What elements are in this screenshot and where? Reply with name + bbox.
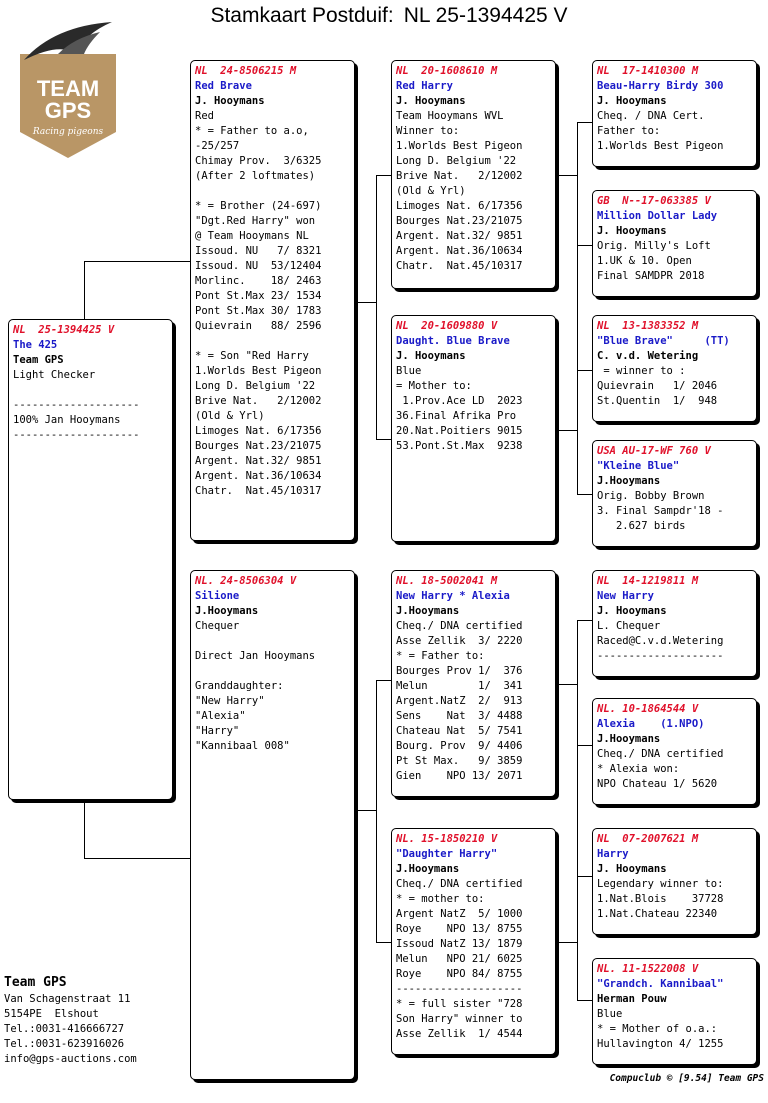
info-line: * = Brother (24-697) xyxy=(195,200,322,212)
ring-number: NL. 15-1850210 V xyxy=(396,833,498,845)
ring-number: GB N--17-063385 V xyxy=(597,195,711,207)
info-line: Cheq./ DNA certified xyxy=(597,748,724,760)
info-line: Roye NPO 13/ 8755 xyxy=(396,923,523,935)
svg-text:GPS: GPS xyxy=(44,98,92,123)
connector xyxy=(84,261,85,319)
card-mm-sire xyxy=(592,828,757,935)
card-mf-dam xyxy=(592,698,757,805)
ring-number: NL. 24-8506304 V xyxy=(195,575,297,587)
info-line: "Kannibaal 008" xyxy=(195,740,290,752)
contact-block xyxy=(4,974,137,1067)
info-line: Issoud. NU 53/12404 xyxy=(195,260,322,272)
info-line: Issoud. NU 7/ 8321 xyxy=(195,245,322,257)
info-line: 1.Worlds Best Pigeon xyxy=(195,365,322,377)
ring-number: NL 13-1383352 M xyxy=(597,320,699,332)
owner-name: J. Hooymans xyxy=(597,225,667,237)
owner-name: J. Hooymans xyxy=(396,95,466,107)
pigeon-name: "Blue Brave" (TT) xyxy=(597,335,730,347)
connector xyxy=(376,680,377,942)
info-line: Team Hooymans WVL xyxy=(396,110,504,122)
title-ring: NL 25-1394425 V xyxy=(403,4,568,27)
card-father xyxy=(190,60,355,541)
card-fm-dam xyxy=(592,440,757,547)
info-line: Issoud NatZ 13/ 1879 xyxy=(396,938,523,950)
info-line: -------------------- xyxy=(13,399,140,411)
card-ff-dam xyxy=(592,190,757,297)
owner-name: J.Hooymans xyxy=(195,605,259,617)
connector xyxy=(84,858,192,859)
info-line: Light Checker xyxy=(13,369,96,381)
info-line: 20.Nat.Poitiers 9015 xyxy=(396,425,523,437)
svg-text:TEAM: TEAM xyxy=(36,76,100,101)
info-line: 3. Final Sampdr'18 - xyxy=(597,505,724,517)
info-line: Winner to: xyxy=(396,125,460,137)
info-line: 1.Worlds Best Pigeon xyxy=(597,140,724,152)
info-line: Red xyxy=(195,110,214,122)
info-line: -------------------- xyxy=(396,983,523,995)
connector xyxy=(577,122,593,123)
team-gps-logo xyxy=(14,20,122,160)
info-line: Quievrain 88/ 2596 xyxy=(195,320,322,332)
info-line: * = Father to a.o, xyxy=(195,125,309,137)
info-line: = Mother to: xyxy=(396,380,472,392)
info-line: Melun NPO 21/ 6025 xyxy=(396,953,523,965)
owner-name: J. Hooymans xyxy=(195,95,265,107)
info-line: St.Quentin 1/ 948 xyxy=(597,395,718,407)
info-line: Legendary winner to: xyxy=(597,878,724,890)
info-line: Final SAMDPR 2018 xyxy=(597,270,705,282)
info-line: Argent. Nat.36/10634 xyxy=(195,470,322,482)
connector xyxy=(577,1000,593,1001)
ring-number: NL. 11-1522008 V xyxy=(597,963,699,975)
info-line: 1.UK & 10. Open xyxy=(597,255,692,267)
info-line: 1.Nat.Chateau 22340 xyxy=(597,908,718,920)
connector xyxy=(376,175,377,439)
connector xyxy=(556,942,578,943)
info-line: -------------------- xyxy=(13,429,140,441)
owner-name: Herman Pouw xyxy=(597,993,667,1005)
info-line: Hullavington 4/ 1255 xyxy=(597,1038,724,1050)
card-mm-dam xyxy=(592,958,757,1065)
info-line: Bourges Prov 1/ 376 xyxy=(396,665,523,677)
info-line: Limoges Nat. 6/17356 xyxy=(195,425,322,437)
ring-number: NL 14-1219811 M xyxy=(597,575,699,587)
info-line: Direct Jan Hooymans xyxy=(195,650,316,662)
pigeon-name: Red Harry xyxy=(396,80,453,92)
info-line: 53.Pont.St.Max 9238 xyxy=(396,440,523,452)
ring-number: NL 20-1609880 V xyxy=(396,320,498,332)
owner-name: J.Hooymans xyxy=(396,863,460,875)
connector xyxy=(577,494,593,495)
footer-credit: Compuclub © [9.54] Team GPS xyxy=(609,1073,764,1084)
contact-title: Team GPS xyxy=(4,975,67,990)
pigeon-name: The 425 xyxy=(13,339,58,351)
info-line: Sens Nat 3/ 4488 xyxy=(396,710,523,722)
info-line: @ Team Hooymans NL xyxy=(195,230,309,242)
info-line: 100% Jan Hooymans xyxy=(13,414,121,426)
pigeon-name: Red Brave xyxy=(195,80,252,92)
ring-number: USA AU-17-WF 760 V xyxy=(597,445,711,457)
info-line: -------------------- xyxy=(597,650,724,662)
ring-number: NL. 10-1864544 V xyxy=(597,703,699,715)
card-mother xyxy=(190,570,355,1080)
info-line xyxy=(195,334,350,349)
title-label: Stamkaart Postduif: xyxy=(210,4,394,27)
info-line xyxy=(195,184,350,199)
owner-name: J. Hooymans xyxy=(597,605,667,617)
info-line: Quievrain 1/ 2046 xyxy=(597,380,718,392)
connector xyxy=(577,745,593,746)
info-line: * = Son "Red Harry xyxy=(195,350,309,362)
connector xyxy=(376,439,392,440)
info-line: Raced@C.v.d.Wetering xyxy=(597,635,724,647)
info-line: Cheq. / DNA Cert. xyxy=(597,110,705,122)
info-line: "Alexia" xyxy=(195,710,246,722)
info-line: "Harry" xyxy=(195,725,240,737)
info-line: Orig. Bobby Brown xyxy=(597,490,705,502)
card-mf-sire xyxy=(592,570,757,677)
info-line: Brive Nat. 2/12002 xyxy=(396,170,523,182)
info-line: Chimay Prov. 3/6325 xyxy=(195,155,322,167)
info-line: 1.Worlds Best Pigeon xyxy=(396,140,523,152)
connector xyxy=(577,620,593,621)
connector xyxy=(376,942,392,943)
info-line: * Alexia won: xyxy=(597,763,680,775)
info-line: Bourges Nat.23/21075 xyxy=(396,215,523,227)
card-father-dam xyxy=(391,315,556,542)
contact-line: Tel.:0031-623916026 xyxy=(4,1038,125,1050)
info-line: Blue xyxy=(396,365,422,377)
info-line: * = mother to: xyxy=(396,893,485,905)
owner-name: J. Hooymans xyxy=(396,350,466,362)
info-line: Asse Zellik 3/ 2220 xyxy=(396,635,523,647)
svg-text:Racing pigeons: Racing pigeons xyxy=(32,127,104,137)
pigeon-name: "Grandch. Kannibaal" xyxy=(597,978,724,990)
info-line: Son Harry" winner to xyxy=(396,1013,523,1025)
ring-number: NL 24-8506215 M xyxy=(195,65,297,77)
card-mother-dam xyxy=(391,828,556,1055)
card-fm-sire xyxy=(592,315,757,422)
info-line: Granddaughter: xyxy=(195,680,284,692)
contact-email[interactable]: info@gps-auctions.com xyxy=(4,1053,137,1065)
pigeon-name: "Kleine Blue" xyxy=(597,460,680,472)
info-line xyxy=(195,634,350,649)
info-line: 1.Nat.Blois 37728 xyxy=(597,893,724,905)
connector xyxy=(355,810,377,811)
info-line: * = Father to: xyxy=(396,650,485,662)
info-line: (Old & Yrl) xyxy=(195,410,265,422)
owner-name: J.Hooymans xyxy=(597,733,661,745)
ring-number: NL. 18-5002041 M xyxy=(396,575,498,587)
info-line: Chatr. Nat.45/10317 xyxy=(396,260,523,272)
connector xyxy=(577,122,578,494)
info-line: Long D. Belgium '22 xyxy=(195,380,316,392)
connector xyxy=(556,175,578,176)
pigeon-name: Million Dollar Lady xyxy=(597,210,718,222)
pigeon-name: "Daughter Harry" xyxy=(396,848,498,860)
ring-number: NL 20-1608610 M xyxy=(396,65,498,77)
connector xyxy=(84,261,192,262)
info-line: Blue xyxy=(597,1008,623,1020)
info-line: 36.Final Afrika Pro xyxy=(396,410,517,422)
owner-name: Team GPS xyxy=(13,354,64,366)
contact-line: Tel.:0031-416666727 xyxy=(4,1023,125,1035)
pigeon-name: Alexia (1.NPO) xyxy=(597,718,705,730)
ring-number: NL 17-1410300 M xyxy=(597,65,699,77)
info-line: Argent NatZ 5/ 1000 xyxy=(396,908,523,920)
info-line: Argent.NatZ 2/ 913 xyxy=(396,695,523,707)
owner-name: C. v.d. Wetering xyxy=(597,350,699,362)
pigeon-name: Harry xyxy=(597,848,629,860)
info-line: Orig. Milly's Loft xyxy=(597,240,711,252)
info-line: Bourg. Prov 9/ 4406 xyxy=(396,740,523,752)
card-mother-sire xyxy=(391,570,556,797)
info-line: Long D. Belgium '22 xyxy=(396,155,517,167)
connector xyxy=(577,245,593,246)
contact-line: 5154PE Elshout xyxy=(4,1008,99,1020)
info-line: Pt St Max. 9/ 3859 xyxy=(396,755,523,767)
connector xyxy=(577,620,578,1000)
info-line: Melun 1/ 341 xyxy=(396,680,523,692)
owner-name: J.Hooymans xyxy=(396,605,460,617)
info-line: (After 2 loftmates) xyxy=(195,170,316,182)
info-line: * = Mother of o.a.: xyxy=(597,1023,718,1035)
info-line: 1.Prov.Ace LD 2023 xyxy=(396,395,523,407)
info-line: Bourges Nat.23/21075 xyxy=(195,440,322,452)
info-line: Brive Nat. 2/12002 xyxy=(195,395,322,407)
info-line: Morlinc. 18/ 2463 xyxy=(195,275,322,287)
info-line: NPO Chateau 1/ 5620 xyxy=(597,778,718,790)
connector xyxy=(577,876,593,877)
info-line: Cheq./ DNA certified xyxy=(396,620,523,632)
info-line: Asse Zellik 1/ 4544 xyxy=(396,1028,523,1040)
card-ff-sire xyxy=(592,60,757,167)
info-line: * = full sister "728 xyxy=(396,998,523,1010)
connector xyxy=(355,302,377,303)
pigeon-name: Beau-Harry Birdy 300 xyxy=(597,80,724,92)
connector xyxy=(556,430,578,431)
owner-name: J. Hooymans xyxy=(597,863,667,875)
info-line: = winner to : xyxy=(597,365,686,377)
info-line: Chequer xyxy=(195,620,240,632)
ring-number: NL 25-1394425 V xyxy=(13,324,115,336)
info-line: Argent. Nat.36/10634 xyxy=(396,245,523,257)
pigeon-name: Silione xyxy=(195,590,240,602)
connector xyxy=(577,370,593,371)
owner-name: J. Hooymans xyxy=(597,95,667,107)
card-father-sire xyxy=(391,60,556,289)
pigeon-name: New Harry * Alexia xyxy=(396,590,510,602)
card-subject xyxy=(8,319,173,800)
info-line: "Dgt.Red Harry" won xyxy=(195,215,316,227)
info-line: Argent. Nat.32/ 9851 xyxy=(195,455,322,467)
info-line: Roye NPO 84/ 8755 xyxy=(396,968,523,980)
info-line xyxy=(195,664,350,679)
pigeon-name: Daught. Blue Brave xyxy=(396,335,510,347)
pigeon-name: New Harry xyxy=(597,590,654,602)
owner-name: J.Hooymans xyxy=(597,475,661,487)
info-line: Chateau Nat 5/ 7541 xyxy=(396,725,523,737)
info-line: (Old & Yrl) xyxy=(396,185,466,197)
info-line: Gien NPO 13/ 2071 xyxy=(396,770,523,782)
connector xyxy=(84,800,85,858)
info-line: Father to: xyxy=(597,125,661,137)
info-line: -25/257 xyxy=(195,140,240,152)
info-line: "New Harry" xyxy=(195,695,265,707)
ring-number: NL 07-2007621 M xyxy=(597,833,699,845)
info-line: Cheq./ DNA certified xyxy=(396,878,523,890)
info-line: 2.627 birds xyxy=(597,520,686,532)
connector xyxy=(376,680,392,681)
info-line: Chatr. Nat.45/10317 xyxy=(195,485,322,497)
connector xyxy=(556,684,578,685)
contact-line: Van Schagenstraat 11 xyxy=(4,993,131,1005)
connector xyxy=(376,175,392,176)
info-line: L. Chequer xyxy=(597,620,661,632)
info-line: Limoges Nat. 6/17356 xyxy=(396,200,523,212)
info-line xyxy=(13,383,168,398)
info-line: Pont St.Max 23/ 1534 xyxy=(195,290,322,302)
info-line: Argent. Nat.32/ 9851 xyxy=(396,230,523,242)
info-line: Pont St.Max 30/ 1783 xyxy=(195,305,322,317)
